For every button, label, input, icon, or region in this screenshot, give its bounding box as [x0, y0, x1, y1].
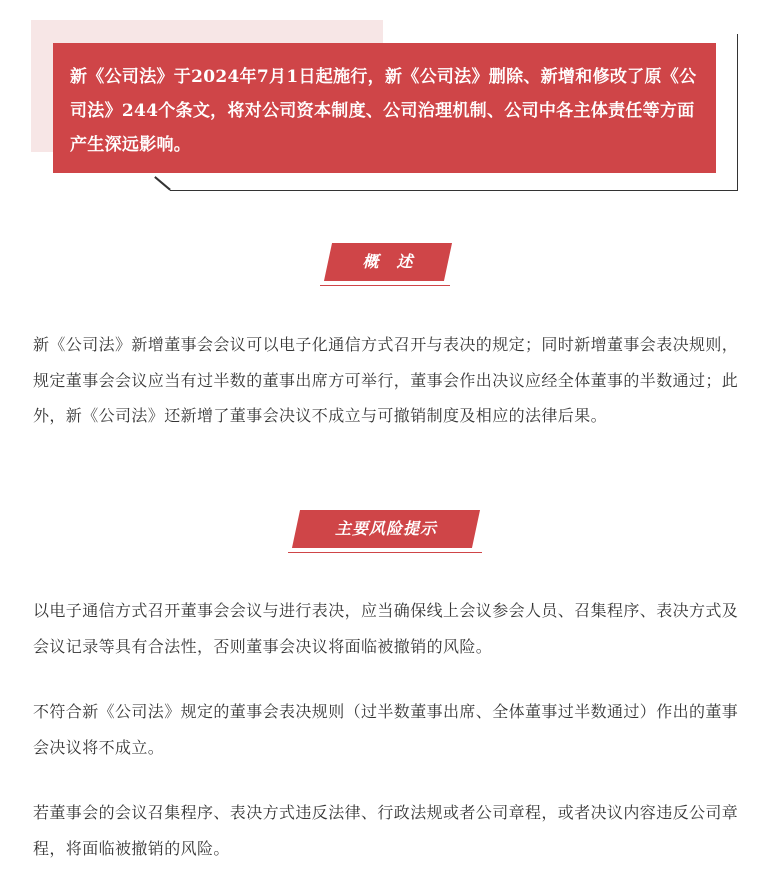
risks-header-underline: [288, 552, 482, 553]
intro-callout: [53, 43, 716, 173]
intro-outline-corner: [155, 176, 171, 190]
overview-header-underline: [320, 285, 450, 286]
overview-header: [320, 243, 452, 287]
risk-item-2: 不符合新《公司法》规定的董事会表决规则（过半数董事出席、全体董事过半数通过）作出的董事会决议将不成立。: [33, 702, 739, 757]
risks-heading: 主要风险提示: [334, 519, 437, 538]
overview-paragraph: 新《公司法》新增董事会会议可以电子化通信方式召开与表决的规定；同时新增董事会表决规则，规定董事会会议应当有过半数的董事出席方可举行，董事会作出决议应经全体董事的半数通过；此外，新《公司法》还新增了董事会决议不成立与可撤销制度及相应的法律后果。: [33, 335, 739, 425]
risk-item-1: 以电子通信方式召开董事会会议与进行表决，应当确保线上会议参会人员、召集程序、表决方式及会议记录等具有合法性，否则董事会决议将面临被撤销的风险。: [33, 601, 739, 656]
overview-heading: 概 述: [362, 252, 414, 271]
intro-text: 新《公司法》于2024年7月1日起施行，新《公司法》删除、新增和修改了原《公司法》244个条文，将对公司资本制度、公司治理机制、公司中各主体责任等方面产生深远影响。: [70, 67, 697, 155]
risk-item-3: 若董事会的会议召集程序、表决方式违反法律、行政法规或者公司章程，或者决议内容违反公司章程，将面临被撤销的风险。: [33, 803, 739, 858]
risks-header: [288, 510, 484, 554]
